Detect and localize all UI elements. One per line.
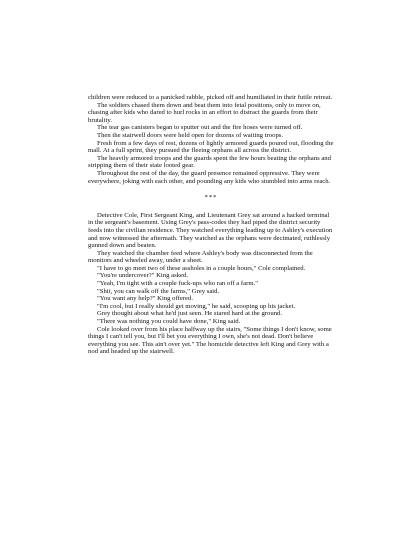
paragraph: "Shit, you can walk off the farms," Grey said. bbox=[97, 287, 220, 295]
paragraph: "You're undercover?" King asked. bbox=[97, 272, 189, 280]
paragraph: "Yeah, I'm tight with a couple fuck-ups who ran off a farm." bbox=[97, 280, 258, 288]
paragraph: The tear gas canisters began to sputter out and the fire hoses were turned off. bbox=[97, 124, 303, 132]
book-page bbox=[88, 94, 334, 356]
paragraph: Throughout the rest of the day, the guard presence remained oppressive. They were everywhere, joking with each other, and pounding any kids who stumbled into arms reach. bbox=[88, 169, 331, 185]
paragraph: The heavily armored troops and the guards spent the few hours beating the orphans and stripping them of their state looted gear. bbox=[88, 154, 331, 170]
paragraph: children were reduced to a panicked rabble, picked off and humiliated in their futile retreat. bbox=[88, 94, 333, 101]
paragraph: Cole looked over from his place halfway up the stairs, "Some things I don't know, some things I can't tell you, but I'll bet you everything I own, she's not dead. Don't believe everything you see. This ain't over yet." The homicide detective left King and Grey with a nod and headed up the stairwell. bbox=[88, 325, 332, 356]
paragraph: "You want any help?" King offered. bbox=[97, 295, 194, 303]
paragraph: "There was nothing you could have done," King said. bbox=[97, 318, 241, 326]
paragraph: They watched the chamber feed where Ashley's body was disconnected from the monitors and wheeled away, under a sheet. bbox=[88, 249, 313, 265]
paragraph: Grey thought about what he'd just seen. He stared hard at the ground. bbox=[97, 310, 283, 318]
paragraph: "I have to go meet two of these assholes in a couple hours," Cole complained. bbox=[97, 264, 306, 272]
paragraph: The soldiers chased them down and beat them into fetal positions, only to move on, chasing after kids who dared to hurl rocks in an effort to distract the guards from their brutality. bbox=[88, 101, 321, 124]
scene-break: *** bbox=[204, 194, 218, 202]
paragraph: Then the stairwell doors were held open for dozens of waiting troops. bbox=[97, 131, 284, 139]
paragraph: Detective Cole, First Sergeant King, and Lieutenant Grey sat around a hacked terminal in the sergeant's basement. Using Grey's pass-codes they had piped the district security feeds into the civilian residence. They watched everything leading up to Ashley's execution and now witnessed the aftermath. They watched as the orphans were decimated, ruthlessly gunned down and beaten. bbox=[88, 211, 333, 250]
paragraph: "I'm cool, but I really should get moving," he said, scooping up his jacket. bbox=[97, 302, 296, 310]
paragraph: Fresh from a few days of rest, dozens of lightly armored guards poured out, flooding the mall. At a full sprint, they pursued the fleeing orphans all across the district. bbox=[88, 139, 334, 155]
